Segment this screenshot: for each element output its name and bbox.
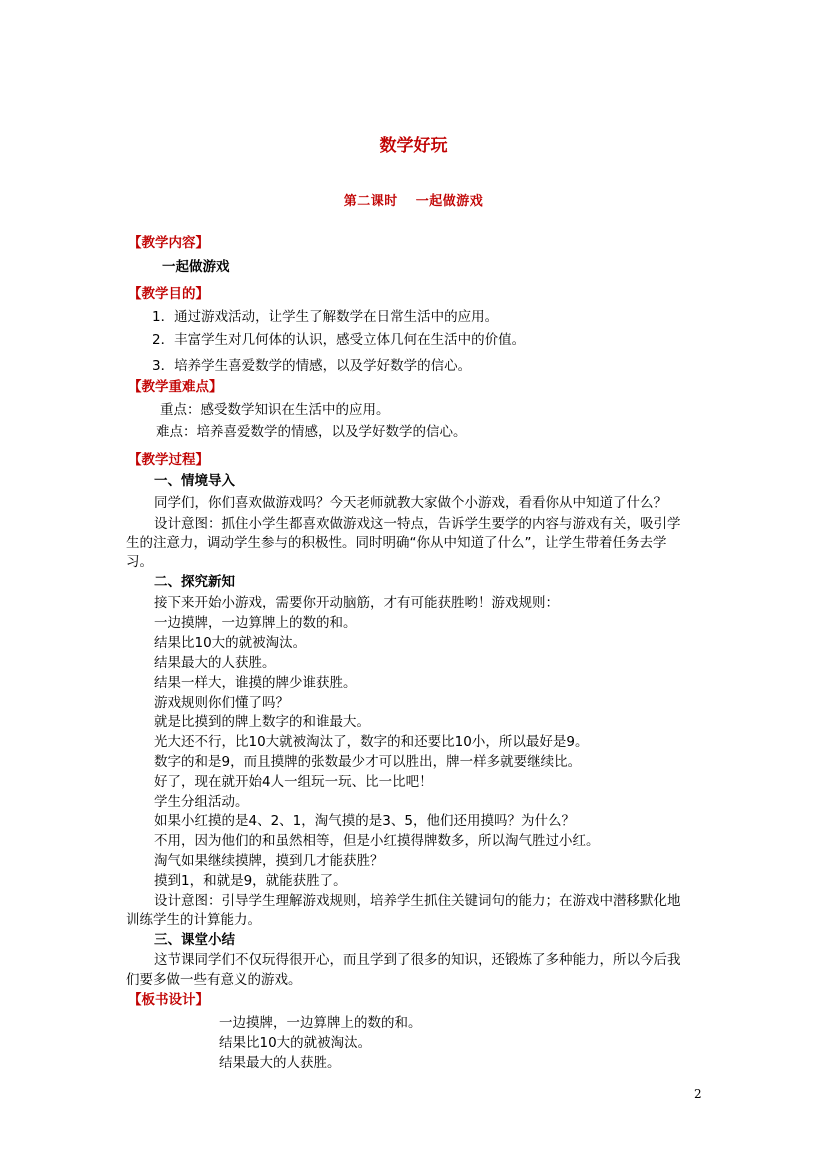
paragraph-line: 数字的和是9，而且摸牌的张数最少才可以胜出，牌一样多就要继续比。 bbox=[154, 754, 582, 770]
paragraph-line: 好了，现在就开始4人一组玩一玩、比一比吧！ bbox=[154, 774, 433, 790]
section-title: 二、探究新知 bbox=[154, 574, 235, 590]
key-point: 难点：培养喜爱数学的情感，以及学好数学的信心。 bbox=[156, 424, 467, 440]
goal-heading: 【教学目的】 bbox=[128, 286, 209, 302]
lesson-name: 一起做游戏 bbox=[415, 194, 484, 209]
paragraph-line: 学生分组活动。 bbox=[154, 794, 249, 810]
paragraph-line: 就是比摸到的牌上数字的和谁最大。 bbox=[154, 714, 370, 730]
page-number: 2 bbox=[694, 1087, 702, 1101]
paragraph-line: 结果一样大，谁摸的牌少谁获胜。 bbox=[154, 675, 357, 691]
paragraph-line: 光大还不行，比10大就被淘汰了，数字的和还要比10小，所以最好是9。 bbox=[154, 734, 589, 750]
paragraph-line: 生的注意力，调动学生参与的积极性。同时明确“你从中知道了什么”，让学生带着任务去学 bbox=[126, 535, 667, 551]
paragraph-line: 训练学生的计算能力。 bbox=[126, 912, 261, 928]
paragraph-line: 游戏规则你们懂了吗？ bbox=[154, 695, 289, 711]
section-title: 三、课堂小结 bbox=[154, 932, 235, 948]
paragraph-line: 摸到1，和就是9，就能获胜了。 bbox=[154, 873, 347, 889]
board-line: 一边摸牌，一边算牌上的数的和。 bbox=[219, 1015, 422, 1031]
content-text: 一起做游戏 bbox=[162, 259, 230, 275]
board-line: 结果比10大的就被淘汰。 bbox=[219, 1035, 372, 1051]
lesson-subtitle bbox=[0, 190, 827, 209]
paragraph-line: 同学们，你们喜欢做游戏吗？今天老师就教大家做个小游戏，看看你从中知道了什么？ bbox=[154, 495, 667, 511]
paragraph-line: 习。 bbox=[126, 554, 153, 570]
paragraph-line: 淘气如果继续摸牌，摸到几才能获胜？ bbox=[154, 853, 384, 869]
paragraph-line: 不用，因为他们的和虽然相等，但是小红摸得牌数多，所以淘气胜过小红。 bbox=[154, 833, 600, 849]
goal-item: 1．通过游戏活动，让学生了解数学在日常生活中的应用。 bbox=[152, 309, 499, 325]
paragraph-line: 这节课同学们不仅玩得很开心，而且学到了很多的知识，还锻炼了多种能力，所以今后我 bbox=[154, 952, 681, 968]
paragraph-line: 结果最大的人获胜。 bbox=[154, 655, 276, 671]
paragraph-line: 设计意图：引导学生理解游戏规则，培养学生抓住关键词句的能力；在游戏中潜移默化地 bbox=[154, 893, 681, 909]
paragraph-line: 结果比10大的就被淘汰。 bbox=[154, 635, 307, 651]
document-title: 数学好玩 bbox=[379, 136, 448, 156]
lesson-number: 第二课时 bbox=[343, 194, 398, 209]
paragraph-line: 如果小红摸的是4、2、1，淘气摸的是3、5，他们还用摸吗？为什么？ bbox=[154, 813, 575, 829]
goal-item: 3．培养学生喜爱数学的情感，以及学好数学的信心。 bbox=[152, 358, 472, 374]
paragraph-line: 一边摸牌，一边算牌上的数的和。 bbox=[154, 615, 357, 631]
board-line: 结果最大的人获胜。 bbox=[219, 1055, 341, 1071]
board-heading: 【板书设计】 bbox=[128, 992, 209, 1008]
process-heading: 【教学过程】 bbox=[128, 452, 209, 468]
paragraph-line: 们要多做一些有意义的游戏。 bbox=[126, 972, 302, 988]
paragraph-line: 接下来开始小游戏，需要你开动脑筋，才有可能获胜哟！游戏规则： bbox=[154, 595, 559, 611]
section-title: 一、情境导入 bbox=[154, 473, 235, 489]
key-heading: 【教学重难点】 bbox=[128, 379, 223, 395]
goal-item: 2．丰富学生对几何体的认识，感受立体几何在生活中的价值。 bbox=[152, 332, 526, 348]
key-point: 重点：感受数学知识在生活中的应用。 bbox=[160, 402, 390, 418]
paragraph-line: 设计意图：抓住小学生都喜欢做游戏这一特点，告诉学生要学的内容与游戏有关，吸引学 bbox=[154, 516, 681, 532]
content-heading: 【教学内容】 bbox=[128, 235, 209, 251]
